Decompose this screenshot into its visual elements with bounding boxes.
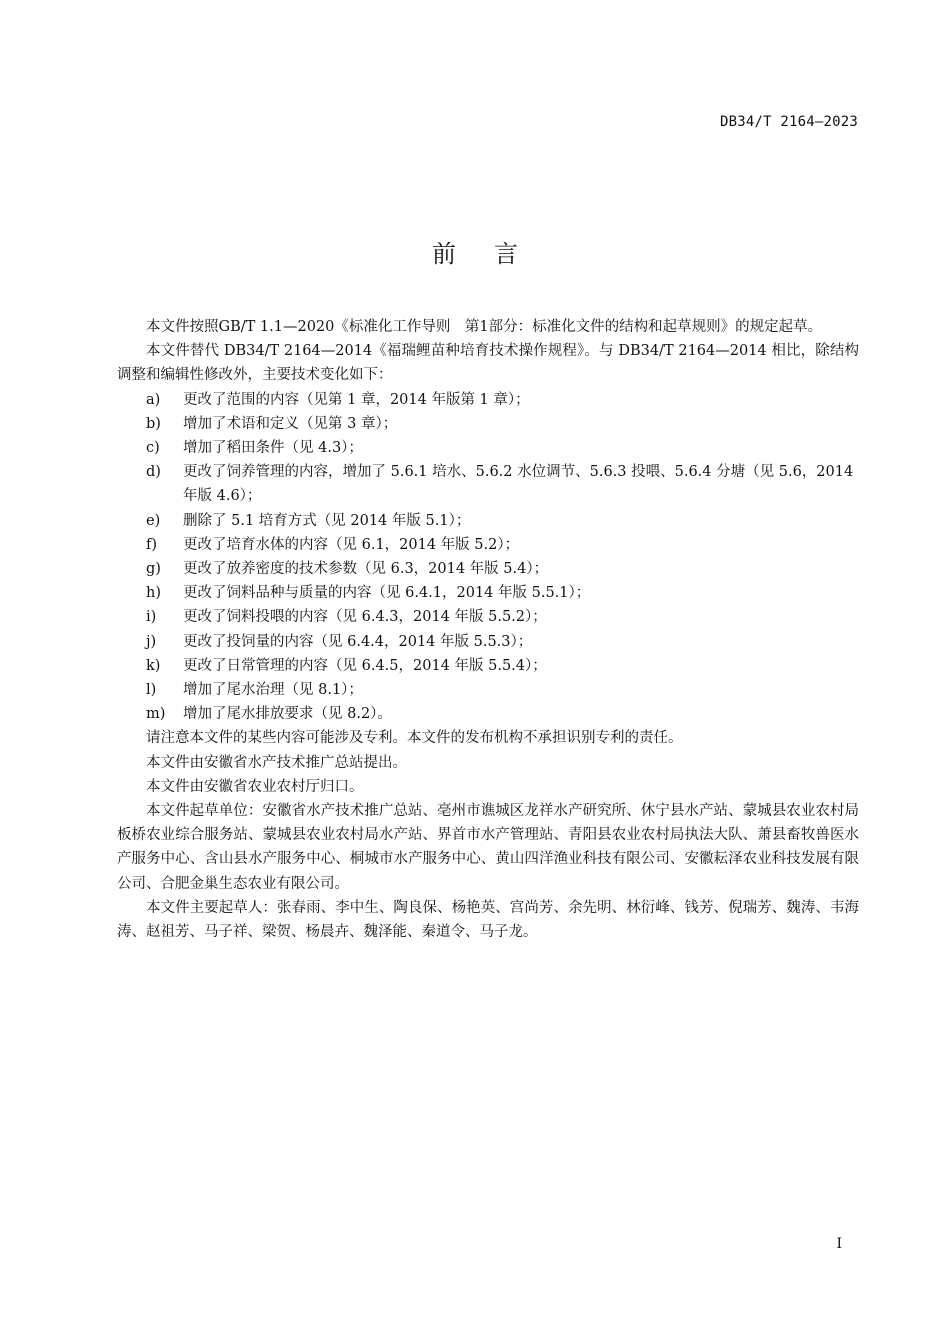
list-item-label: e) — [146, 512, 161, 529]
list-item-label: b) — [146, 415, 161, 432]
list-item — [117, 678, 859, 702]
list-item — [117, 702, 859, 726]
list-item-text: 更改了日常管理的内容（见 6.4.5，2014 年版 5.5.4）； — [183, 657, 547, 674]
page-number: I — [836, 1236, 842, 1252]
list-item — [117, 557, 859, 581]
foreword-body — [117, 315, 859, 944]
list-item — [117, 412, 859, 436]
list-item — [117, 388, 859, 412]
list-item-text: 更改了投饲量的内容（见 6.4.4，2014 年版 5.5.3）； — [183, 633, 533, 650]
paragraph-proposer: 本文件由安徽省水产技术推广总站提出。 — [146, 754, 407, 771]
list-item-text: 更改了饲养管理的内容，增加了 5.6.1 培水、5.6.2 水位调节、5.6.3 投喂、5.6.4 分塘（见 5.6，2014 年版 4.6）； — [183, 464, 854, 505]
list-item-text: 更改了饲料投喂的内容（见 6.4.3，2014 年版 5.5.2）； — [183, 609, 547, 626]
list-item-label: k) — [146, 657, 161, 674]
technical-changes-list — [117, 388, 859, 727]
list-item — [117, 581, 859, 605]
paragraph-drafting-units: 本文件起草单位：安徽省水产技术推广总站、亳州市谯城区龙祥水产研究所、休宁县水产站、蒙城县农业农村局板桥农业综合服务站、蒙城县农业农村局水产站、界首市水产管理站、青阳县农业农村局执法大队、萧县畜牧兽医水产服务中心、含山县水产服务中心、桐城市水产服务中心、黄山四洋渔业科技有限公司、安徽耘泽农业科技发展有限公司、合肥金巢生态农业有限公司。 — [117, 803, 859, 892]
list-item — [117, 605, 859, 629]
list-item-text: 增加了尾水排放要求（见 8.2）。 — [183, 706, 392, 723]
list-item-label: g) — [146, 561, 161, 578]
list-item-text: 更改了放养密度的技术参数（见 6.3，2014 年版 5.4）； — [183, 561, 549, 578]
list-item — [117, 509, 859, 533]
paragraph-patent-notice: 请注意本文件的某些内容可能涉及专利。本文件的发布机构不承担识别专利的责任。 — [146, 730, 683, 747]
paragraph-drafting-rules: 本文件按照GB/T 1.1—2020《标准化工作导则 第1部分：标准化文件的结构和起草规则》的规定起草。 — [146, 319, 823, 335]
list-item — [117, 460, 859, 508]
list-item-text: 更改了范围的内容（见第 1 章，2014 年版第 1 章）； — [183, 391, 530, 408]
list-item-label: l) — [146, 682, 157, 699]
list-item-label: h) — [146, 585, 161, 602]
document-code: DB34/T 2164—2023 — [719, 114, 858, 130]
list-item-label: d) — [146, 464, 161, 481]
paragraph-drafters: 本文件主要起草人：张春雨、李中生、陶良保、杨艳英、宫尚芳、余先明、林衍峰、钱芳、倪瑞芳、魏涛、韦海涛、赵祖芳、马子祥、梁贺、杨晨卉、魏泽能、秦道令、马子龙。 — [117, 899, 859, 941]
list-item-label: m) — [146, 706, 166, 723]
list-item-text: 更改了饲料品种与质量的内容（见 6.4.1，2014 年版 5.5.1）； — [183, 585, 591, 602]
list-item-label: f) — [146, 536, 158, 553]
list-item — [117, 436, 859, 460]
list-item-text: 增加了尾水治理（见 8.1）； — [183, 682, 363, 699]
list-item-label: a) — [146, 391, 161, 408]
list-item — [117, 630, 859, 654]
list-item-label: i) — [146, 609, 157, 626]
list-item — [117, 654, 859, 678]
list-item-text: 删除了 5.1 培育方式（见 2014 年版 5.1）； — [183, 512, 471, 529]
list-item — [117, 533, 859, 557]
list-item-label: c) — [146, 440, 160, 457]
list-item-text: 增加了稻田条件（见 4.3）； — [183, 440, 363, 457]
list-item-text: 增加了术语和定义（见第 3 章）； — [183, 415, 398, 432]
paragraph-administrator: 本文件由安徽省农业农村厅归口。 — [146, 778, 364, 795]
page-title: 前言 — [432, 240, 556, 268]
list-item-text: 更改了培育水体的内容（见 6.1，2014 年版 5.2）； — [183, 536, 520, 553]
list-item-label: j) — [146, 633, 157, 650]
paragraph-replacement: 本文件替代 DB34/T 2164—2014《福瑞鲤苗种培育技术操作规程》。与 DB34/T 2164—2014 相比，除结构调整和编辑性修改外，主要技术变化如下： — [117, 343, 859, 384]
